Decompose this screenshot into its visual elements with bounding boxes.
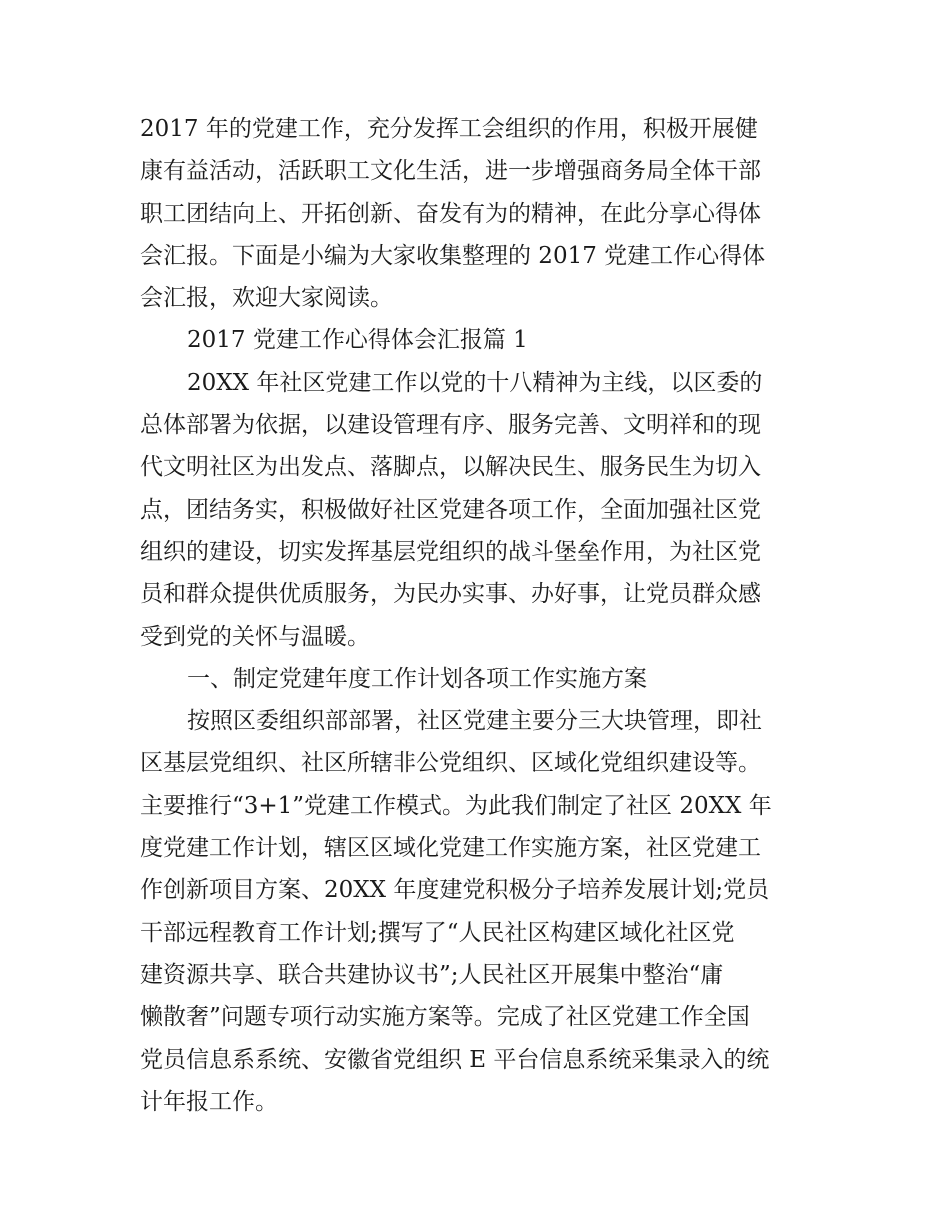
body-paragraph [140, 700, 812, 1123]
text-line: 点，团结务实，积极做好社区党建各项工作，全面加强社区党 [140, 496, 761, 523]
text-line: 2017 年的党建工作，充分发挥工会组织的作用，积极开展健 [140, 116, 758, 142]
text-line: 按照区委组织部部署，社区党建主要分三大块管理，即社 [187, 708, 762, 735]
text-line: 建资源共享、联合共建协议书”;人民社区开展集中整治“庸 [140, 961, 724, 988]
section-heading [140, 658, 812, 700]
text-line: 度党建工作计划，辖区区域化党建工作实施方案，社区党建工 [140, 835, 761, 862]
article-heading [140, 319, 812, 361]
text-line: 主要推行“3+1”党建工作模式。为此我们制定了社区 20XX 年 [140, 792, 772, 819]
text-line: 员和群众提供优质服务，为民办实事、办好事，让党员群众感 [140, 581, 761, 608]
text-line: 区基层党组织、社区所辖非公党组织、区域化党组织建设等。 [140, 750, 761, 777]
text-line: 党员信息系系统、安徽省党组织 E 平台信息系统采集录入的统 [140, 1046, 770, 1073]
text-line: 干部远程教育工作计划;撰写了“人民社区构建区域化社区党 [140, 919, 735, 946]
text-line: 康有益活动，活跃职工文化生活，进一步增强商务局全体干部 [140, 158, 761, 185]
text-line: 代文明社区为出发点、落脚点，以解决民生、服务民生为切入 [140, 454, 761, 481]
text-line: 会汇报，欢迎大家阅读。 [140, 285, 393, 312]
text-line: 一、制定党建年度工作计划各项工作实施方案 [187, 665, 647, 692]
text-line: 懒散奢”问题专项行动实施方案等。完成了社区党建工作全国 [140, 1004, 750, 1031]
text-line: 总体部署为依据，以建设管理有序、服务完善、文明祥和的现 [140, 412, 761, 439]
text-line: 职工团结向上、开拓创新、奋发有为的精神，在此分享心得体 [140, 200, 761, 227]
text-line: 计年报工作。 [140, 1088, 278, 1115]
text-line: 会汇报。下面是小编为大家收集整理的 2017 党建工作心得体 [140, 242, 766, 269]
text-line: 组织的建设，切实发挥基层党组织的战斗堡垒作用，为社区党 [140, 538, 761, 565]
text-line: 受到党的关怀与温暖。 [140, 623, 370, 650]
text-line: 20XX 年社区党建工作以党的十八精神为主线，以区委的 [187, 369, 763, 396]
intro-paragraph [140, 108, 812, 319]
text-line: 作创新项目方案、20XX 年度建党积极分子培养发展计划;党员 [140, 877, 770, 904]
text-line: 2017 党建工作心得体会汇报篇 1 [187, 327, 528, 354]
body-paragraph [140, 362, 812, 658]
document-page [140, 108, 812, 1123]
